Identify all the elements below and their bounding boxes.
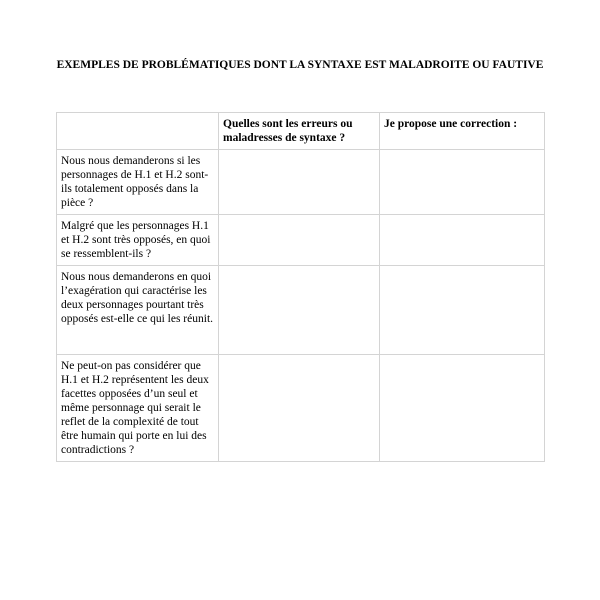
errors-answer-cell[interactable] [219, 150, 380, 215]
problematique-cell: Nous nous demanderons si les personnages de H.1 et H.2 sont-ils totalement opposés dans la pièce ? [57, 150, 219, 215]
header-cell-errors: Quelles sont les erreurs ou maladresses de syntaxe ? [219, 113, 380, 150]
table-row [57, 266, 545, 355]
header-cell-correction: Je propose une correction : [380, 113, 545, 150]
exercise-table [56, 112, 545, 462]
correction-answer-cell[interactable] [380, 215, 545, 266]
problematique-cell: Ne peut-on pas considérer que H.1 et H.2 représentent les deux facettes opposées d’un seul et même personnage qui serait le reflet de la complexité de tout être humain qui porte en lui des contradictions ? [57, 355, 219, 462]
errors-answer-cell[interactable] [219, 266, 380, 355]
table-row [57, 215, 545, 266]
table-row [57, 355, 545, 462]
correction-answer-cell[interactable] [380, 266, 545, 355]
errors-answer-cell[interactable] [219, 215, 380, 266]
header-cell-empty [57, 113, 219, 150]
table-row [57, 150, 545, 215]
document-title: EXEMPLES DE PROBLÉMATIQUES DONT LA SYNTAXE EST MALADROITE OU FAUTIVE [56, 59, 544, 71]
errors-answer-cell[interactable] [219, 355, 380, 462]
problematique-cell: Nous nous demanderons en quoi l’exagération qui caractérise les deux personnages pourtant très opposés est-elle ce qui les réunit. [57, 266, 219, 355]
table-header-row [57, 113, 545, 150]
correction-answer-cell[interactable] [380, 355, 545, 462]
problematique-cell: Malgré que les personnages H.1 et H.2 sont très opposés, en quoi se ressemblent-ils ? [57, 215, 219, 266]
correction-answer-cell[interactable] [380, 150, 545, 215]
